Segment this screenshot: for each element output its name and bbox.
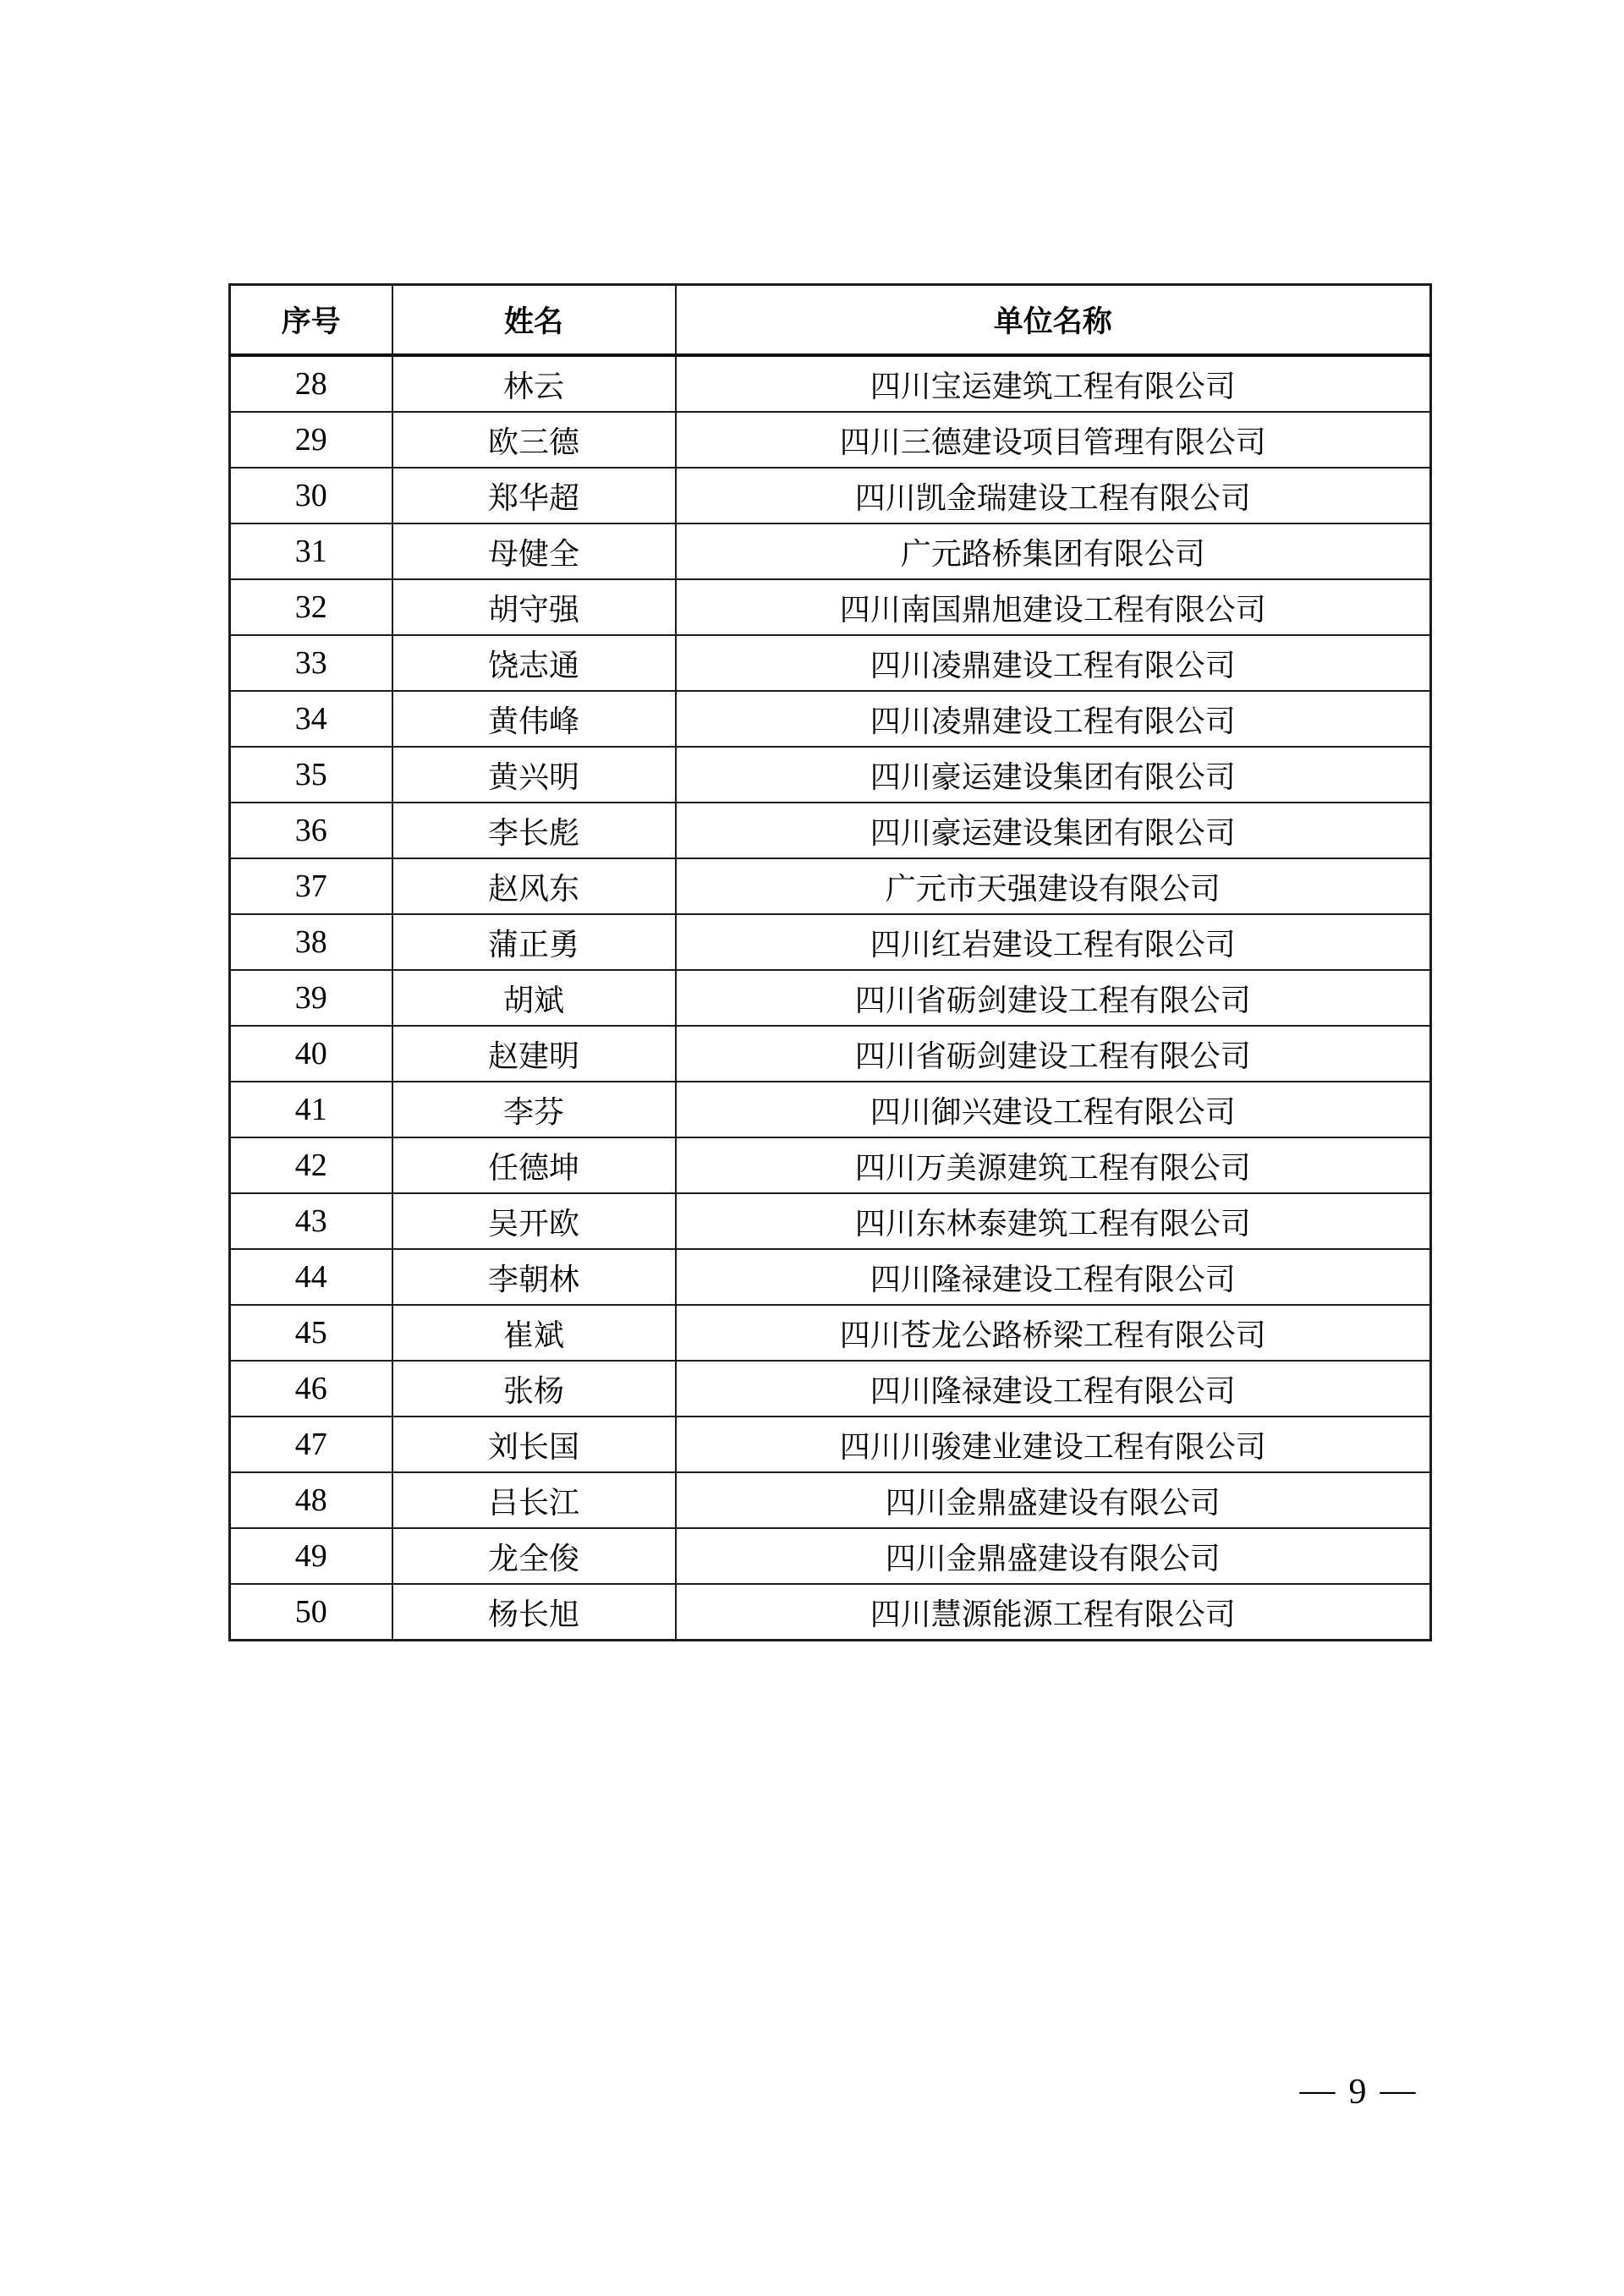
name-cell: 张杨 xyxy=(392,1361,676,1417)
row-number-cell: 37 xyxy=(230,858,392,914)
table-row xyxy=(230,1193,1431,1249)
header-company: 单位名称 xyxy=(676,285,1431,356)
table-row xyxy=(230,970,1431,1026)
name-cell: 母健全 xyxy=(392,523,676,579)
table-row xyxy=(230,914,1431,970)
row-number-cell: 29 xyxy=(230,412,392,468)
name-cell: 刘长国 xyxy=(392,1417,676,1472)
row-number-cell: 32 xyxy=(230,579,392,635)
company-cell: 四川三德建设项目管理有限公司 xyxy=(676,412,1431,468)
row-number-cell: 46 xyxy=(230,1361,392,1417)
name-cell: 赵建明 xyxy=(392,1026,676,1082)
header-name: 姓名 xyxy=(392,285,676,356)
company-cell: 四川御兴建设工程有限公司 xyxy=(676,1082,1431,1137)
table-row xyxy=(230,1305,1431,1361)
table-row xyxy=(230,803,1431,858)
name-cell: 黄兴明 xyxy=(392,747,676,803)
name-cell: 吴开欧 xyxy=(392,1193,676,1249)
page-number xyxy=(1273,2072,1442,2112)
name-cell: 欧三德 xyxy=(392,412,676,468)
row-number-cell: 30 xyxy=(230,468,392,523)
name-cell: 蒲正勇 xyxy=(392,914,676,970)
name-cell: 龙全俊 xyxy=(392,1528,676,1584)
company-cell: 四川苍龙公路桥梁工程有限公司 xyxy=(676,1305,1431,1361)
row-number-cell: 42 xyxy=(230,1137,392,1193)
name-cell: 赵风东 xyxy=(392,858,676,914)
company-cell: 四川省砺剑建设工程有限公司 xyxy=(676,1026,1431,1082)
row-number-cell: 43 xyxy=(230,1193,392,1249)
row-number-cell: 31 xyxy=(230,523,392,579)
company-cell: 四川南国鼎旭建设工程有限公司 xyxy=(676,579,1431,635)
name-cell: 郑华超 xyxy=(392,468,676,523)
company-cell: 四川凌鼎建设工程有限公司 xyxy=(676,635,1431,691)
table-row xyxy=(230,1082,1431,1137)
name-cell: 崔斌 xyxy=(392,1305,676,1361)
table-row xyxy=(230,1584,1431,1641)
table-row xyxy=(230,635,1431,691)
name-cell: 黄伟峰 xyxy=(392,691,676,747)
row-number-cell: 33 xyxy=(230,635,392,691)
row-number-cell: 48 xyxy=(230,1472,392,1528)
company-cell: 四川宝运建筑工程有限公司 xyxy=(676,355,1431,412)
table-row xyxy=(230,1528,1431,1584)
name-cell: 饶志通 xyxy=(392,635,676,691)
page-number-dash-right: — xyxy=(1380,2071,1416,2110)
row-number-cell: 36 xyxy=(230,803,392,858)
header-row xyxy=(230,285,1431,356)
name-cell: 胡守强 xyxy=(392,579,676,635)
table-row xyxy=(230,1137,1431,1193)
company-cell: 四川凯金瑞建设工程有限公司 xyxy=(676,468,1431,523)
table-row xyxy=(230,1249,1431,1305)
company-cell: 四川万美源建筑工程有限公司 xyxy=(676,1137,1431,1193)
company-cell: 四川红岩建设工程有限公司 xyxy=(676,914,1431,970)
table-row xyxy=(230,355,1431,412)
company-cell: 四川东林泰建筑工程有限公司 xyxy=(676,1193,1431,1249)
company-cell: 四川川骏建业建设工程有限公司 xyxy=(676,1417,1431,1472)
row-number-cell: 45 xyxy=(230,1305,392,1361)
company-cell: 四川金鼎盛建设有限公司 xyxy=(676,1472,1431,1528)
company-cell: 四川慧源能源工程有限公司 xyxy=(676,1584,1431,1641)
row-number-cell: 40 xyxy=(230,1026,392,1082)
roster-table-header xyxy=(230,285,1431,356)
table-row xyxy=(230,1361,1431,1417)
table-row xyxy=(230,579,1431,635)
roster-table-body xyxy=(230,355,1431,1641)
table-row xyxy=(230,858,1431,914)
table-row xyxy=(230,1026,1431,1082)
name-cell: 林云 xyxy=(392,355,676,412)
table-row xyxy=(230,412,1431,468)
table-row xyxy=(230,468,1431,523)
company-cell: 四川隆禄建设工程有限公司 xyxy=(676,1361,1431,1417)
company-cell: 四川豪运建设集团有限公司 xyxy=(676,747,1431,803)
page-number-dash-left: — xyxy=(1299,2071,1336,2110)
row-number-cell: 44 xyxy=(230,1249,392,1305)
row-number-cell: 38 xyxy=(230,914,392,970)
name-cell: 吕长江 xyxy=(392,1472,676,1528)
company-cell: 四川省砺剑建设工程有限公司 xyxy=(676,970,1431,1026)
table-row xyxy=(230,1472,1431,1528)
page-number-value: 9 xyxy=(1348,2073,1367,2112)
table-row xyxy=(230,523,1431,579)
name-cell: 胡斌 xyxy=(392,970,676,1026)
roster-table xyxy=(228,283,1432,1641)
company-cell: 广元市天强建设有限公司 xyxy=(676,858,1431,914)
row-number-cell: 28 xyxy=(230,355,392,412)
name-cell: 李朝林 xyxy=(392,1249,676,1305)
row-number-cell: 49 xyxy=(230,1528,392,1584)
name-cell: 李长彪 xyxy=(392,803,676,858)
row-number-cell: 50 xyxy=(230,1584,392,1641)
company-cell: 四川豪运建设集团有限公司 xyxy=(676,803,1431,858)
header-no: 序号 xyxy=(230,285,392,356)
company-cell: 广元路桥集团有限公司 xyxy=(676,523,1431,579)
name-cell: 任德坤 xyxy=(392,1137,676,1193)
row-number-cell: 41 xyxy=(230,1082,392,1137)
row-number-cell: 39 xyxy=(230,970,392,1026)
table-row xyxy=(230,1417,1431,1472)
table-row xyxy=(230,691,1431,747)
company-cell: 四川凌鼎建设工程有限公司 xyxy=(676,691,1431,747)
table-row xyxy=(230,747,1431,803)
name-cell: 杨长旭 xyxy=(392,1584,676,1641)
company-cell: 四川金鼎盛建设有限公司 xyxy=(676,1528,1431,1584)
row-number-cell: 34 xyxy=(230,691,392,747)
row-number-cell: 35 xyxy=(230,747,392,803)
row-number-cell: 47 xyxy=(230,1417,392,1472)
company-cell: 四川隆禄建设工程有限公司 xyxy=(676,1249,1431,1305)
name-cell: 李芬 xyxy=(392,1082,676,1137)
